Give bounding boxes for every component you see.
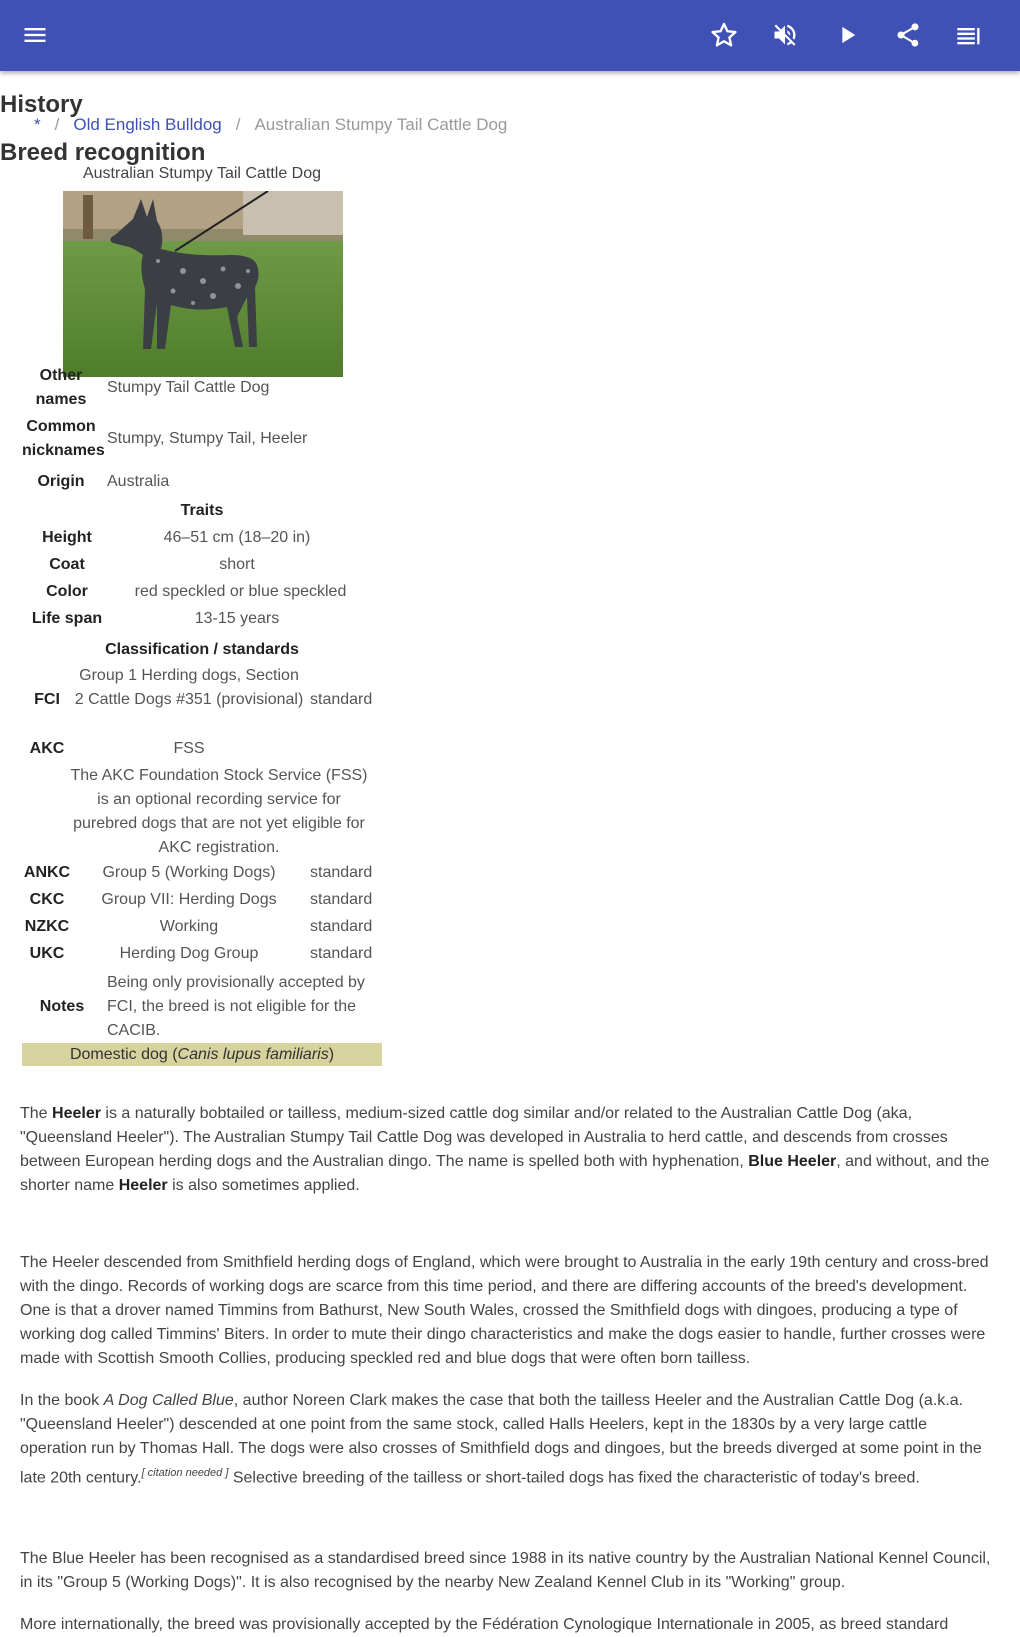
breed-paragraph-2: More internationally, the breed was provisionally accepted by the Fédération Cynologique Internationale in 2005, as breed standard xyxy=(20,1616,949,1633)
origin-value: Australia xyxy=(107,473,170,490)
height-value: 46–51 cm (18–20 in) xyxy=(163,529,311,546)
akc-value: FSS xyxy=(173,740,205,757)
breed-paragraph-block xyxy=(20,1547,995,1595)
mute-button[interactable] xyxy=(761,11,809,59)
intro-text: The xyxy=(20,1105,53,1122)
coat-value: short xyxy=(219,556,255,573)
other-names-value: Stumpy Tail Cattle Dog xyxy=(107,379,270,396)
menu-button[interactable] xyxy=(11,11,59,59)
color-value: red speckled or blue speckled xyxy=(134,583,347,600)
share-icon xyxy=(894,21,922,49)
history-text: Selective breeding of the tailless or short-tailed dogs has fixed the characteristic of today's breed. xyxy=(228,1469,920,1487)
breadcrumb xyxy=(34,115,507,135)
nicknames-value: Stumpy, Stumpy Tail, Heeler xyxy=(107,430,308,447)
notes-label: Notes xyxy=(39,998,85,1015)
breadcrumb-separator: / xyxy=(54,115,60,134)
infobox-caption: Australian Stumpy Tail Cattle Dog xyxy=(82,165,322,182)
origin-label: Origin xyxy=(37,473,85,490)
volume-off-icon xyxy=(771,21,799,49)
history-text: , author Noreen Clark makes the case that both the tailless Heeler and the Australian Cattle Dog (a.k.a. "Queensland Heeler") descended at one point from the same stock, called Halls Heelers, kept in the 1830s by a very large cattle operation run by Thomas Hall. The dogs were also crosses of Smithfield dogs and dingoes, but the breeds diverged at some point in the late 20th century. xyxy=(20,1392,982,1487)
star-icon xyxy=(710,21,738,49)
breed-paragraph-2-block xyxy=(20,1613,995,1637)
share-button[interactable] xyxy=(884,11,932,59)
nzkc-standard-link[interactable]: standard xyxy=(310,918,373,935)
nicknames-label: Common nicknames xyxy=(22,418,105,459)
nzkc-value: Working xyxy=(159,918,219,935)
ckc-standard-link[interactable]: standard xyxy=(310,891,373,908)
domestic-dog-latin: Canis lupus familiaris xyxy=(177,1046,329,1063)
list-icon xyxy=(955,21,983,49)
breed-recognition-heading: Breed recognition xyxy=(0,138,206,166)
history-text: In the book xyxy=(20,1392,104,1409)
intro-bold-blue-heeler: Blue Heeler xyxy=(748,1153,837,1170)
play-button[interactable] xyxy=(823,11,871,59)
domestic-dog-bar xyxy=(22,1043,382,1066)
history-paragraph-1: The Heeler descended from Smithfield herding dogs of England, which were brought to Australia in the early 19th century and cross-bred with the dingo. Records of working dogs are scarce from this time period, and there are differing accounts of the breed's development. One is that a drover named Timmins from Bathurst, New South Wales, crossed the Smithfield dogs with dingoes, producing a type of working dog called Timmins' Biters. In order to mute their dingo characteristics and make the dogs easier to handle, further crosses were made with Scottish Smooth Collies, producing speckled red and blue dogs that were often born tailless. xyxy=(20,1254,989,1367)
akc-label: AKC xyxy=(29,740,65,757)
fci-standard-link[interactable]: standard xyxy=(310,691,373,708)
history-paragraph-2-block xyxy=(20,1389,995,1490)
other-names-label: Other names xyxy=(35,367,87,408)
article-content xyxy=(0,71,1020,1633)
traits-heading: Traits xyxy=(180,502,224,519)
notes-value: Being only provisionally accepted by FCI, the breed is not eligible for the CACIB. xyxy=(107,974,365,1039)
history-paragraph-block xyxy=(20,1251,995,1371)
classification-heading: Classification / standards xyxy=(105,641,299,658)
height-label: Height xyxy=(42,529,92,546)
intro-bold-heeler: Heeler xyxy=(52,1105,101,1122)
ckc-value: Group VII: Herding Dogs xyxy=(101,891,277,908)
ckc-label: CKC xyxy=(29,891,65,908)
play-icon xyxy=(833,21,861,49)
lifespan-label: Life span xyxy=(31,610,103,627)
contents-button[interactable] xyxy=(945,11,993,59)
intro-text: is a naturally bobtailed or tailless, medium-sized cattle dog similar and/or related to the Australian Cattle Dog (aka, "Queensland Heeler"). The Australian Stumpy Tail Cattle Dog was developed in Australia to herd cattle, and descends from crosses between European herding dogs and the Australian dingo. The name is spelled both with hyphenation, xyxy=(20,1105,948,1170)
domestic-dog-text: Domestic dog ( xyxy=(69,1046,178,1063)
nzkc-label: NZKC xyxy=(24,918,70,935)
color-label: Color xyxy=(46,583,88,600)
fci-value: Group 1 Herding dogs, Section 2 Cattle Dogs #351 (provisional) xyxy=(74,667,304,708)
intro-text: , and without, and the shorter name xyxy=(20,1153,990,1194)
favorite-button[interactable] xyxy=(700,11,748,59)
ankc-standard-link[interactable]: standard xyxy=(310,864,373,881)
citation-needed-link[interactable]: [ citation needed ] xyxy=(141,1467,229,1479)
breadcrumb-current: Australian Stumpy Tail Cattle Dog xyxy=(254,115,508,134)
intro-paragraph xyxy=(20,1102,995,1198)
ukc-label: UKC xyxy=(29,945,65,962)
history-heading: History xyxy=(0,90,83,118)
menu-icon xyxy=(21,21,49,49)
ankc-value: Group 5 (Working Dogs) xyxy=(102,864,276,881)
dog-photo-image xyxy=(63,191,343,377)
lifespan-value: 13-15 years xyxy=(194,610,280,627)
intro-bold-heeler-short: Heeler xyxy=(118,1177,168,1194)
dog-photo[interactable] xyxy=(63,191,343,377)
breed-paragraph-1: The Blue Heeler has been recognised as a standardised breed since 1988 in its native country by the Australian National Kennel Council, in its "Group 5 (Working Dogs)". It is also recognised by the nearby New Zealand Kennel Club in its "Working" group. xyxy=(20,1550,991,1591)
intro-text: is also sometimes applied. xyxy=(167,1177,360,1194)
akc-note: The AKC Foundation Stock Service (FSS) is an optional recording service for purebred dogs that are not yet eligible for AKC registration. xyxy=(70,767,368,856)
ukc-standard-link[interactable]: standard xyxy=(310,945,373,962)
app-bar xyxy=(0,0,1020,71)
coat-label: Coat xyxy=(49,556,85,573)
history-paragraph-2 xyxy=(20,1389,995,1490)
book-title: A Dog Called Blue xyxy=(103,1392,234,1409)
intro-paragraph-block xyxy=(20,1102,995,1198)
breadcrumb-parent-link[interactable]: Old English Bulldog xyxy=(73,115,222,134)
breadcrumb-separator: / xyxy=(235,115,241,134)
ankc-label: ANKC xyxy=(23,864,71,881)
breadcrumb-home-link[interactable]: * xyxy=(34,115,41,134)
ukc-value: Herding Dog Group xyxy=(119,945,259,962)
domestic-dog-close: ) xyxy=(328,1046,335,1063)
fci-label: FCI xyxy=(34,691,60,708)
